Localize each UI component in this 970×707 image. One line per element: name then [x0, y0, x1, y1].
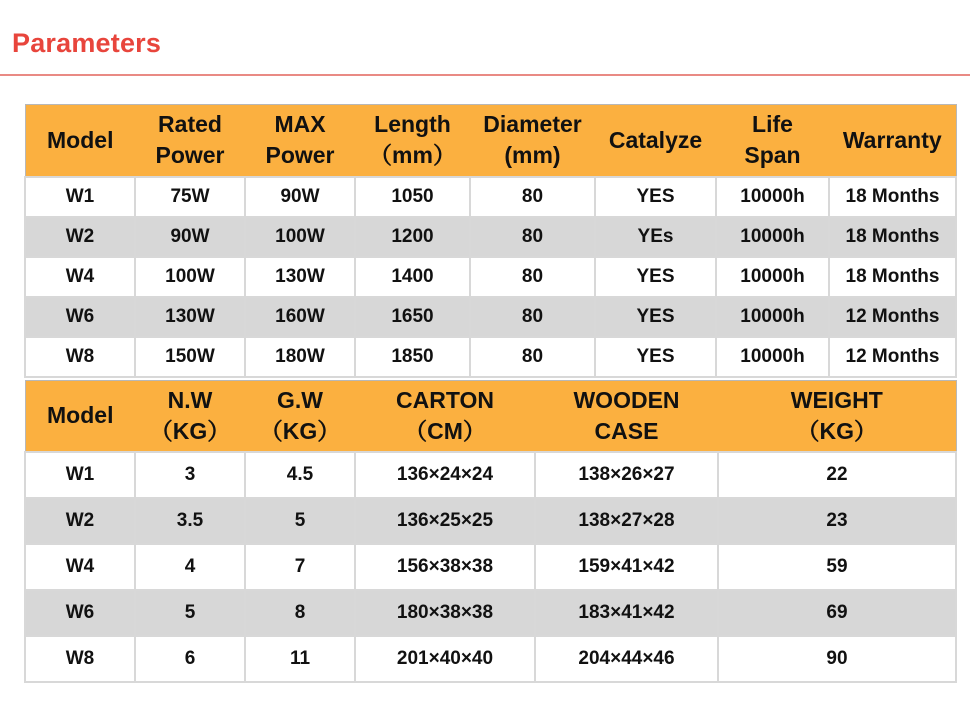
header-cell: WEIGHT （KG） [718, 381, 956, 452]
table-cell: W4 [25, 544, 135, 590]
table-cell: 138×27×28 [535, 498, 718, 544]
table-cell: 136×25×25 [355, 498, 535, 544]
table-cell: 3 [135, 452, 245, 498]
table-cell: 4.5 [245, 452, 355, 498]
table-cell: W6 [25, 590, 135, 636]
header-cell: Model [25, 105, 135, 177]
header-cell: WOODEN CASE [535, 381, 718, 452]
table-cell: 18 Months [829, 177, 956, 217]
table-cell: 183×41×42 [535, 590, 718, 636]
table-row [25, 297, 956, 337]
table-cell: 12 Months [829, 297, 956, 337]
table-cell: 90W [245, 177, 355, 217]
header-cell: Life Span [716, 105, 829, 177]
table-cell: 5 [245, 498, 355, 544]
table-header-row [25, 105, 956, 177]
table-cell: 80 [470, 337, 595, 377]
table-cell: W2 [25, 217, 135, 257]
table-cell: YES [595, 297, 716, 337]
table-cell: 3.5 [135, 498, 245, 544]
table-cell: 10000h [716, 177, 829, 217]
table-cell: 100W [245, 217, 355, 257]
table-cell: 160W [245, 297, 355, 337]
header-cell: Length （mm） [355, 105, 470, 177]
table-cell: 159×41×42 [535, 544, 718, 590]
table-row [25, 452, 956, 498]
table-cell: 8 [245, 590, 355, 636]
table-cell: 18 Months [829, 217, 956, 257]
table-cell: W4 [25, 257, 135, 297]
table-row [25, 217, 956, 257]
table-cell: 11 [245, 636, 355, 682]
header-cell: Model [25, 381, 135, 452]
table-cell: 5 [135, 590, 245, 636]
table-cell: 90 [718, 636, 956, 682]
table-cell: 23 [718, 498, 956, 544]
table-cell: 180×38×38 [355, 590, 535, 636]
table-cell: W1 [25, 177, 135, 217]
table-cell: 150W [135, 337, 245, 377]
table-cell: W8 [25, 337, 135, 377]
header-cell: Rated Power [135, 105, 245, 177]
packing-spec-table [24, 380, 957, 683]
table-cell: 90W [135, 217, 245, 257]
table-cell: YEs [595, 217, 716, 257]
table-header-row [25, 381, 956, 452]
header-cell: CARTON （CM） [355, 381, 535, 452]
header-cell: Diameter (mm) [470, 105, 595, 177]
table-cell: 12 Months [829, 337, 956, 377]
table-cell: W2 [25, 498, 135, 544]
header-cell: N.W （KG） [135, 381, 245, 452]
table-cell: 1400 [355, 257, 470, 297]
table-cell: 136×24×24 [355, 452, 535, 498]
table-cell: 80 [470, 217, 595, 257]
table-row [25, 498, 956, 544]
table-cell: 10000h [716, 257, 829, 297]
table-cell: 6 [135, 636, 245, 682]
table-cell: 1200 [355, 217, 470, 257]
table-cell: 130W [245, 257, 355, 297]
header-cell: MAX Power [245, 105, 355, 177]
table-cell: 7 [245, 544, 355, 590]
table-cell: YES [595, 257, 716, 297]
table-cell: 138×26×27 [535, 452, 718, 498]
power-spec-table [24, 104, 957, 378]
table-cell: 4 [135, 544, 245, 590]
table-cell: 80 [470, 177, 595, 217]
table-cell: 59 [718, 544, 956, 590]
table-row [25, 590, 956, 636]
table-cell: 204×44×46 [535, 636, 718, 682]
table-row [25, 544, 956, 590]
page-title: Parameters [12, 28, 162, 58]
table-row [25, 337, 956, 377]
table-cell: 10000h [716, 337, 829, 377]
table-cell: 156×38×38 [355, 544, 535, 590]
table-row [25, 636, 956, 682]
table-cell: 1050 [355, 177, 470, 217]
table-cell: 180W [245, 337, 355, 377]
table-cell: 80 [470, 297, 595, 337]
table-cell: YES [595, 337, 716, 377]
table-cell: W6 [25, 297, 135, 337]
table-cell: W8 [25, 636, 135, 682]
table-row [25, 257, 956, 297]
table-cell: 80 [470, 257, 595, 297]
table-cell: 1850 [355, 337, 470, 377]
table-cell: 1650 [355, 297, 470, 337]
table-cell: 10000h [716, 217, 829, 257]
table-cell: 130W [135, 297, 245, 337]
table-cell: 10000h [716, 297, 829, 337]
table-cell: W1 [25, 452, 135, 498]
table-cell: 75W [135, 177, 245, 217]
table-cell: 201×40×40 [355, 636, 535, 682]
title-divider [0, 74, 970, 76]
table-cell: 18 Months [829, 257, 956, 297]
table-cell: 22 [718, 452, 956, 498]
header-cell: Catalyze [595, 105, 716, 177]
table-cell: 69 [718, 590, 956, 636]
table-cell: YES [595, 177, 716, 217]
header-cell: Warranty [829, 105, 956, 177]
header-cell: G.W （KG） [245, 381, 355, 452]
table-cell: 100W [135, 257, 245, 297]
table-row [25, 177, 956, 217]
